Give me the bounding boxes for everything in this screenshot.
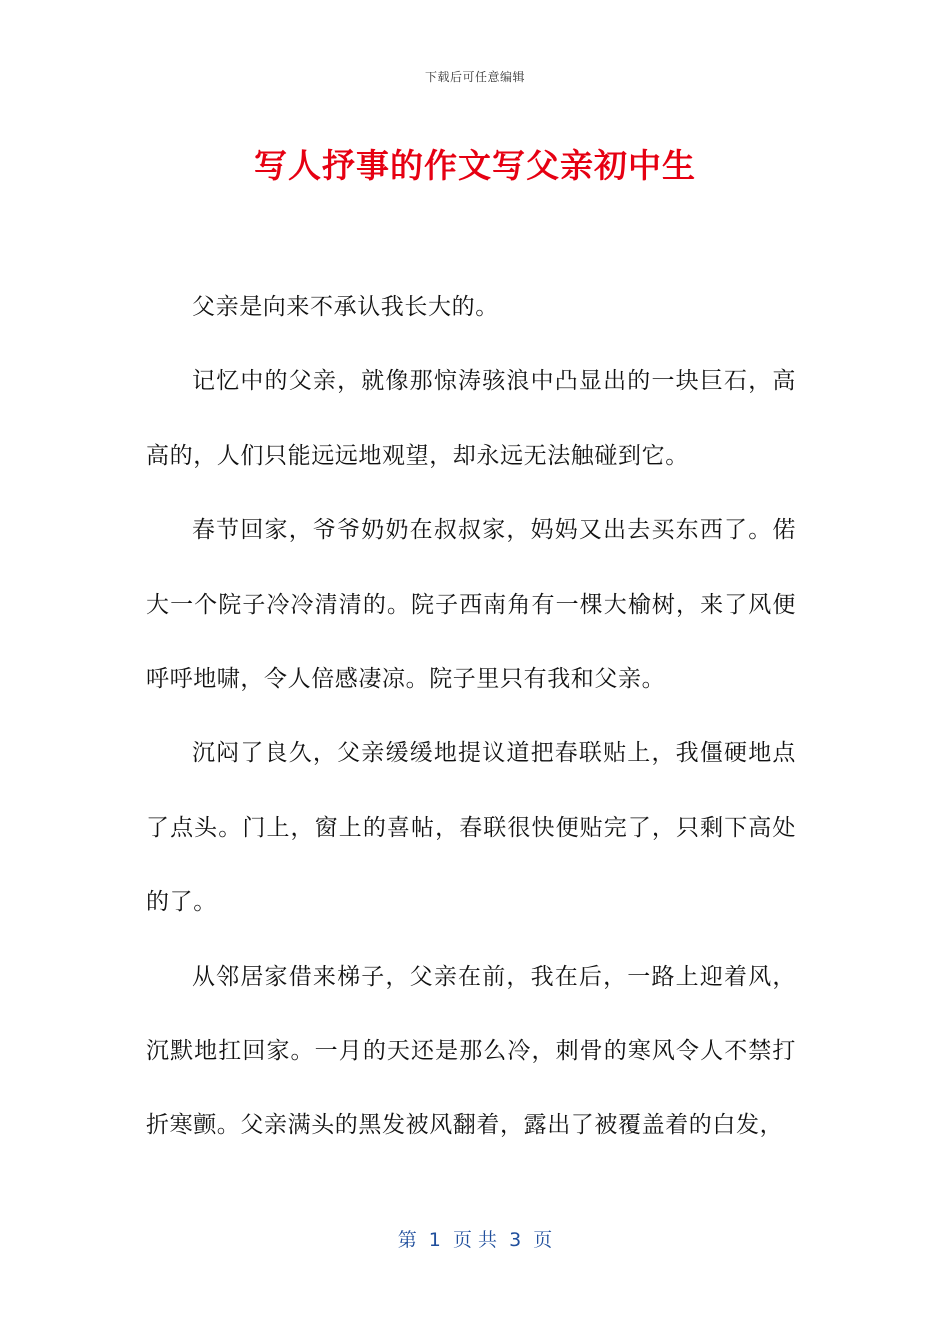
document-body bbox=[146, 270, 796, 1163]
document-title: 写人抒事的作文写父亲初中生 bbox=[254, 146, 696, 185]
paragraph-1: 父亲是向来不承认我长大的。 bbox=[192, 294, 499, 320]
header-note: 下载后可任意编辑 bbox=[424, 70, 525, 84]
paragraph-5: 从邻居家借来梯子，父亲在前，我在后，一路上迎着风，沉默地扛回家。一月的天还是那么冷，刺骨的寒风令人不禁打折寒颤。父亲满头的黑发被风翻着，露出了被覆盖着的白发， bbox=[146, 963, 796, 1139]
paragraph-2: 记忆中的父亲，就像那惊涛骇浪中凸显出的一块巨石，高高的，人们只能远远地观望，却永远无法触碰到它。 bbox=[146, 368, 796, 469]
paragraph-3: 春节回家，爷爷奶奶在叔叔家，妈妈又出去买东西了。偌大一个院子冷冷清清的。院子西南角有一棵大榆树，来了风便呼呼地啸，令人倍感凄凉。院子里只有我和父亲。 bbox=[146, 517, 796, 693]
page-number-footer: 第 1 页 共 3 页 bbox=[397, 1229, 553, 1251]
paragraph-4: 沉闷了良久，父亲缓缓地提议道把春联贴上，我僵硬地点了点头。门上，窗上的喜帖，春联很快便贴完了，只剩下高处的了。 bbox=[146, 740, 796, 916]
